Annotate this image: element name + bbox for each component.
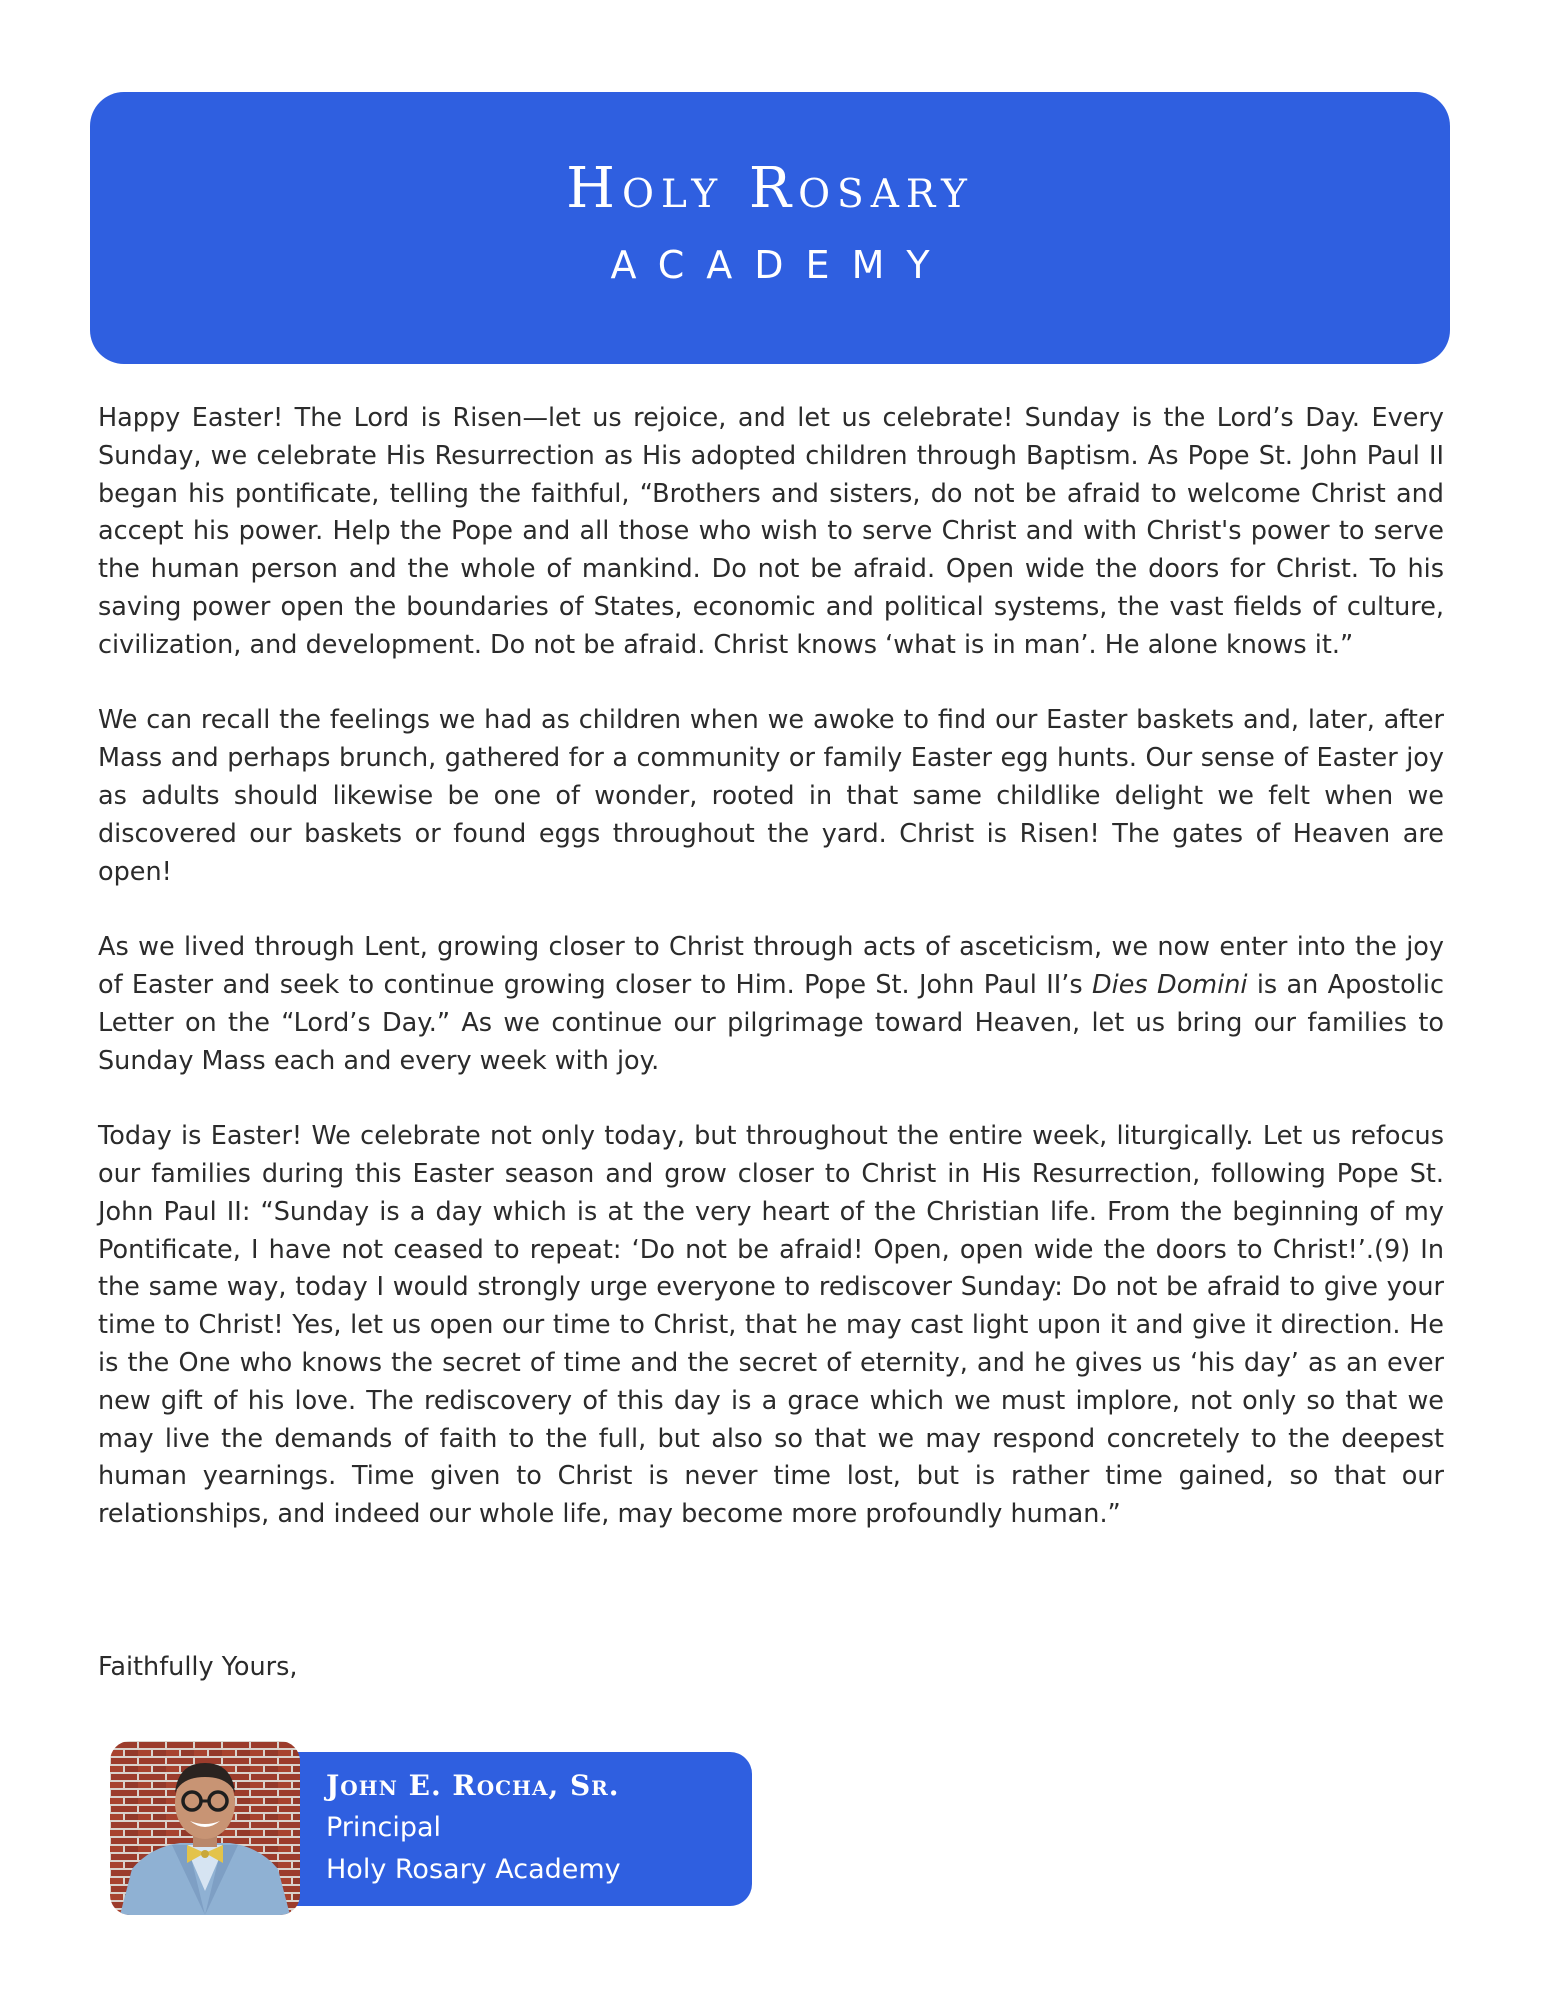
paragraph-3-text-a: As we lived through Lent, growing closer to Christ through acts of asceticism, we now enter into the joy of Easter and seek to continue growing closer to Him. Pope St. John Paul II’s <box>98 932 1444 1000</box>
paragraph-3 <box>98 929 1444 1080</box>
signature-card <box>266 1752 752 1906</box>
school-name: Holy Rosary <box>566 156 974 221</box>
signer-organization: Holy Rosary Academy <box>326 1854 621 1885</box>
paragraph-2: We can recall the feelings we had as children when we awoke to find our Easter baskets and, later, after Mass and perhaps brunch, gathered for a community or family Easter egg hunts. Our sense of Easter joy as adults should likewise be one of wonder, rooted in that same childlike delight we felt when we discovered our baskets or found eggs throughout the yard. Christ is Risen! The gates of Heaven are open! <box>98 705 1444 887</box>
header-banner <box>90 92 1450 364</box>
paragraph-3-text-b: is an Apostolic Letter on the “Lord’s Day.” As we continue our pilgrimage toward Heaven, let us bring our families to Sunday Mass each and every week with joy. <box>98 969 1444 1076</box>
paragraph-4: Today is Easter! We celebrate not only today, but throughout the entire week, liturgically. Let us refocus our families during this Easter season and grow closer to Christ in His Resurrection, following Pope St. John Paul II: “Sunday is a day which is at the very heart of the Christian life. From the beginning of my Pontificate, I have not ceased to repeat: ‘Do not be afraid! Open, open wide the doors to Christ!’.(9) In the same way, today I would strongly urge everyone to rediscover Sunday: Do not be afraid to give your time to Christ! Yes, let us open our time to Christ, that he may cast light upon it and give it direction. He is the One who knows the secret of time and the secret of eternity, and he gives us ‘his day’ as an ever new gift of his love. The rediscovery of this day is a grace which we must implore, not only so that we may live the demands of faith to the full, but also so that we may respond concretely to the deepest human yearnings. Time given to Christ is never time lost, but is rather time gained, so that our relationships, and indeed our whole life, may become more profoundly human.” <box>98 1121 1444 1530</box>
signer-title: Principal <box>326 1812 442 1843</box>
letter-body <box>98 400 1444 1534</box>
signer-name: John E. Rocha, Sr. <box>326 1769 620 1802</box>
closing-line: Faithfully Yours, <box>98 1652 298 1682</box>
principal-photo <box>110 1741 300 1915</box>
paragraph-1: Happy Easter! The Lord is Risen—let us rejoice, and let us celebrate! Sunday is the Lord’s Day. Every Sunday, we celebrate His Resurrection as His adopted children through Baptism. As Pope St. John Paul II began his pontificate, telling the faithful, “Brothers and sisters, do not be afraid to welcome Christ and accept his power. Help the Pope and all those who wish to serve Christ and with Christ's power to serve the human person and the whole of mankind. Do not be afraid. Open wide the doors for Christ. To his saving power open the boundaries of States, economic and political systems, the vast fields of culture, civilization, and development. Do not be afraid. Christ knows ‘what is in man’. He alone knows it.” <box>98 403 1444 660</box>
dies-domini-title: Dies Domini <box>1092 969 1248 1000</box>
school-subtitle: ACADEMY <box>610 243 952 287</box>
